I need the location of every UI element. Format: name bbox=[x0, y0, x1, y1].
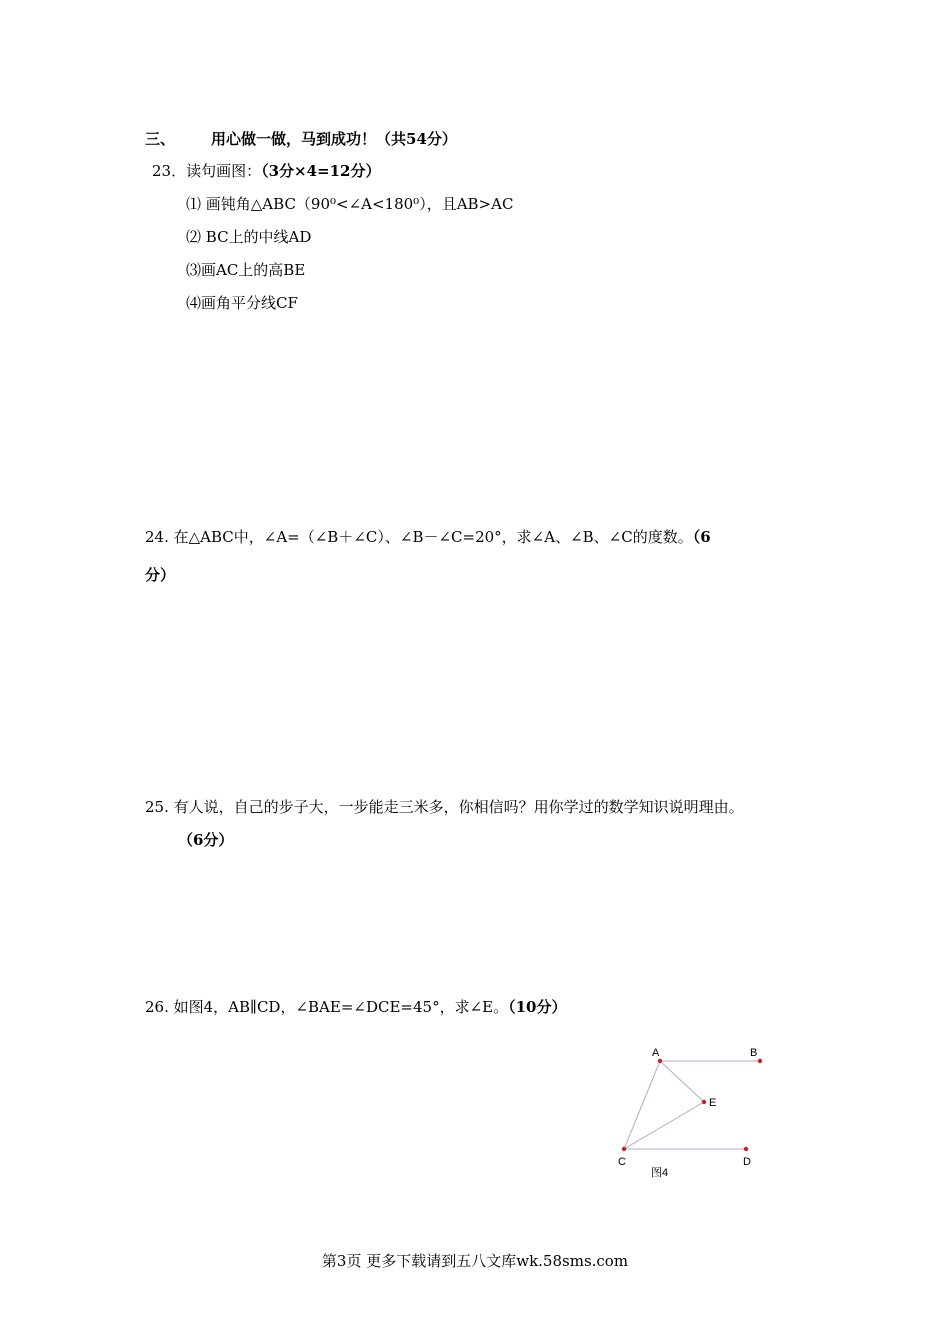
section-number: 三、 bbox=[145, 130, 176, 148]
segment-ac bbox=[624, 1061, 660, 1149]
question-23-item-4: ⑷画角平分线CF bbox=[186, 294, 298, 312]
question-23 bbox=[152, 161, 380, 181]
question-24 bbox=[145, 527, 711, 547]
point-d bbox=[744, 1147, 748, 1151]
question-26-text: 26. 如图4，AB∥CD，∠BAE=∠DCE=45°，求∠E。 bbox=[145, 998, 509, 1016]
question-26-score: （10分） bbox=[508, 998, 567, 1016]
figure-lines bbox=[624, 1061, 760, 1149]
segment-ce bbox=[624, 1102, 704, 1149]
question-25-text: 25. 有人说，自己的步子大，一步能走三米多，你相信吗？用你学过的数学知识说明理由。 bbox=[145, 798, 744, 816]
question-25-score: （6分） bbox=[178, 831, 234, 849]
question-24-text: 24. 在△ABC中，∠A=（∠B＋∠C）、∠B－∠C=20°，求∠A、∠B、∠C的度数。 bbox=[145, 528, 693, 546]
question-26 bbox=[145, 997, 566, 1017]
page-footer: 第3页 更多下载请到五八文库wk.58sms.com bbox=[321, 1252, 629, 1270]
section-title: 用心做一做，马到成功！（共54分） bbox=[211, 130, 457, 148]
question-23-item-1: ⑴ 画钝角△ABC（90⁰<∠A<180⁰），且AB>AC bbox=[186, 195, 514, 213]
point-a bbox=[658, 1059, 662, 1063]
point-b bbox=[758, 1059, 762, 1063]
label-a: A bbox=[652, 1047, 660, 1059]
label-e: E bbox=[709, 1097, 717, 1109]
segment-ae bbox=[660, 1061, 704, 1102]
question-24-score-b: 分） bbox=[145, 566, 176, 584]
label-d: D bbox=[743, 1156, 751, 1168]
figure-caption: 图4 bbox=[651, 1167, 669, 1179]
point-e bbox=[702, 1100, 706, 1104]
question-24-score-a: （6 bbox=[692, 528, 711, 546]
question-23-item-3: ⑶画AC上的高BE bbox=[186, 261, 306, 279]
figure-4 bbox=[610, 1040, 780, 1185]
label-b: B bbox=[750, 1047, 758, 1059]
question-23-item-2: ⑵ BC上的中线AD bbox=[186, 228, 312, 246]
question-23-stem: 23．读句画图： bbox=[152, 162, 262, 180]
point-c bbox=[622, 1147, 626, 1151]
question-23-score: （3分×4=12分） bbox=[261, 162, 381, 180]
label-c: C bbox=[618, 1156, 626, 1168]
